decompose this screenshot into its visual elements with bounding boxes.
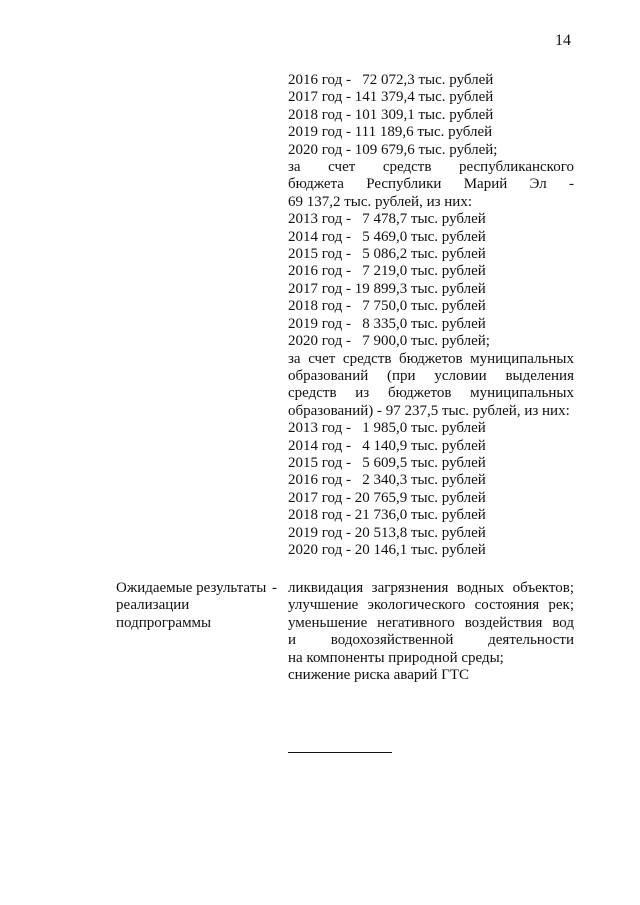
municipal-budget-intro	[288, 351, 574, 421]
intro-line: образований (при условии выделения	[288, 367, 574, 384]
funding-year-line: 2019 год - 111 189,6 тыс. рублей	[288, 124, 493, 141]
result-line: на компоненты природной среды;	[288, 649, 504, 666]
funding-year-line: 2013 год - 7 478,7 тыс. рублей	[288, 211, 486, 228]
funding-year-line: 2015 год - 5 086,2 тыс. рублей	[288, 246, 486, 263]
funding-year-line: 2014 год - 4 140,9 тыс. рублей	[288, 437, 486, 454]
footer-rule	[288, 752, 392, 753]
funding-year-line: 2013 год - 1 985,0 тыс. рублей	[288, 420, 486, 437]
funding-year-line: 2017 год - 20 765,9 тыс. рублей	[288, 489, 486, 506]
result-line: уменьшение негативного воздействия вод	[288, 614, 574, 631]
funding-year-line: 2018 год - 21 736,0 тыс. рублей	[288, 507, 486, 524]
republic-budget-years	[288, 211, 574, 350]
page-number: 14	[555, 32, 571, 49]
funding-year-line: 2018 год - 7 750,0 тыс. рублей	[288, 298, 486, 315]
results-label-line: реализации	[116, 597, 190, 614]
funding-year-line: 2015 год - 5 609,5 тыс. рублей	[288, 454, 486, 471]
funding-year-line: 2020 год - 7 900,0 тыс. рублей;	[288, 333, 490, 350]
funding-year-line: 2016 год - 72 072,3 тыс. рублей	[288, 72, 494, 88]
funding-section	[288, 72, 574, 559]
results-dash: -	[272, 580, 277, 596]
funding-year-line: 2020 год - 109 679,6 тыс. рублей;	[288, 141, 498, 158]
funding-year-line: 2016 год - 7 219,0 тыс. рублей	[288, 263, 486, 280]
funding-year-line: 2016 год - 2 340,3 тыс. рублей	[288, 472, 486, 489]
results-list	[288, 580, 574, 684]
funding-year-line: 2020 год - 20 146,1 тыс. рублей	[288, 541, 486, 558]
municipal-budget-years	[288, 420, 574, 559]
total-funding-years	[288, 72, 574, 159]
result-line: и водохозяйственной деятельности	[288, 632, 574, 649]
intro-line: образований) - 97 237,5 тыс. рублей, из них:	[288, 402, 570, 419]
funding-year-line: 2017 год - 141 379,4 тыс. рублей	[288, 89, 494, 106]
intro-line: средств из бюджетов муниципальных	[288, 385, 574, 402]
funding-year-line: 2019 год - 20 513,8 тыс. рублей	[288, 524, 486, 541]
results-label-line: подпрограммы	[116, 614, 212, 631]
funding-year-line: 2018 год - 101 309,1 тыс. рублей	[288, 106, 494, 123]
result-line: снижение риска аварий ГТС	[288, 667, 469, 684]
results-label	[116, 580, 276, 632]
intro-line: 69 137,2 тыс. рублей, из них:	[288, 193, 472, 210]
republic-budget-intro	[288, 159, 574, 211]
funding-year-line: 2014 год - 5 469,0 тыс. рублей	[288, 228, 486, 245]
results-label-line: Ожидаемые результаты	[116, 580, 267, 596]
intro-line: бюджета Республики Марий Эл -	[288, 176, 574, 193]
funding-year-line: 2017 год - 19 899,3 тыс. рублей	[288, 280, 486, 297]
funding-year-line: 2019 год - 8 335,0 тыс. рублей	[288, 315, 486, 332]
result-line: улучшение экологического состояния рек;	[288, 597, 574, 614]
result-line: ликвидация загрязнения водных объектов;	[288, 580, 574, 596]
intro-line: за счет средств бюджетов муниципальных	[288, 350, 574, 367]
intro-line: за счет средств республиканского	[288, 159, 574, 176]
